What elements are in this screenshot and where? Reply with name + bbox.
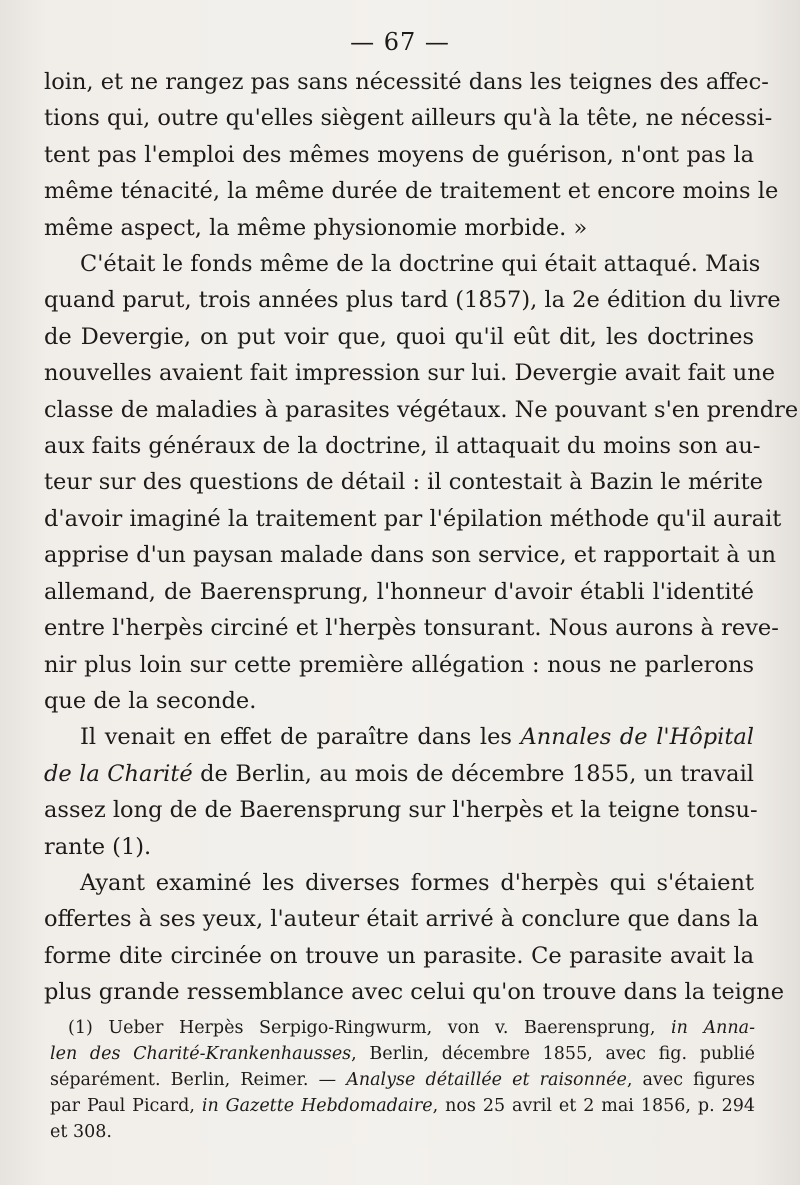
footnote <box>50 1015 755 1145</box>
text-line: C'était le fonds même de la doctrine qui était attaqué. Mais <box>80 251 761 278</box>
text-line <box>44 719 754 755</box>
text-line: entre l'herpès circiné et l'herpès tonsurant. Nous aurons à reve- <box>44 615 779 642</box>
text-line: Ayant examiné les diverses formes d'herpès qui s'étaient <box>80 869 754 896</box>
footnote-line <box>50 1093 755 1119</box>
text-line: que de la seconde. <box>44 687 257 714</box>
text-segment: , avec figures <box>626 1070 756 1090</box>
journal-title: Annales de l'Hôpital <box>520 724 754 751</box>
text-line: assez long de de Baerensprung sur l'herpès et la teigne tonsu- <box>44 797 758 824</box>
text-line: apprise d'un paysan malade dans son service, et rapportait à un <box>44 542 776 569</box>
footnote-line <box>50 1067 755 1093</box>
text-segment: (1) Ueber Herpès Serpigo-Ringwurm, von v. Baerensprung, <box>68 1018 672 1038</box>
text-segment: Analyse détaillée et raisonnée <box>346 1070 627 1090</box>
text-line: forme dite circinée on trouve un parasite. Ce parasite avait la <box>44 942 754 969</box>
text-line: quand parut, trois années plus tard (1857), la 2e édition du livre <box>44 287 781 314</box>
text-line: nir plus loin sur cette première allégation : nous ne parlerons <box>44 651 754 678</box>
text-segment: Il venait en effet de paraître dans les <box>80 724 521 751</box>
page-number: — 67 — <box>350 28 450 56</box>
text-line: même aspect, la même physionomie morbide. » <box>44 214 588 241</box>
text-line: d'avoir imaginé la traitement par l'épilation méthode qu'il aurait <box>44 505 782 532</box>
text-line: tions qui, outre qu'elles siègent ailleurs qu'à la tête, ne nécessi- <box>44 105 773 132</box>
text-segment: séparément. Berlin, Reimer. — <box>50 1070 347 1090</box>
text-segment: in Anna- <box>671 1018 755 1038</box>
text-line: loin, et ne rangez pas sans nécessité dans les teignes des affec- <box>44 69 769 95</box>
text-line: même ténacité, la même durée de traitement et encore moins le <box>44 178 779 205</box>
text-segment: par Paul Picard, <box>50 1096 202 1116</box>
text-line: teur sur des questions de détail : il contestait à Bazin le mérite <box>44 469 763 496</box>
footnote-line <box>50 1015 755 1041</box>
text-line: nouvelles avaient fait impression sur lui. Devergie avait fait une <box>44 360 776 387</box>
text-line: offertes à ses yeux, l'auteur était arrivé à conclure que dans la <box>44 906 759 933</box>
footnote-line: et 308. <box>50 1122 112 1142</box>
text-segment: de Berlin, au mois de décembre 1855, un travail <box>192 760 754 787</box>
text-line: rante (1). <box>44 833 152 860</box>
text-line: de Devergie, on put voir que, quoi qu'il eût dit, les doctrines <box>44 323 754 350</box>
journal-title: de la Charité <box>44 760 193 787</box>
text-segment: len des Charité-Krankenhausses <box>50 1044 352 1064</box>
text-segment: , nos 25 avril et 2 mai 1856, p. 294 <box>432 1096 756 1116</box>
main-text <box>44 64 799 1011</box>
text-line: aux faits généraux de la doctrine, il attaquait du moins son au- <box>44 433 761 460</box>
text-line: plus grande ressemblance avec celui qu'on trouve dans la teigne <box>44 979 785 1006</box>
text-segment: , Berlin, décembre 1855, avec fig. publié <box>351 1044 755 1064</box>
text-line: classe de maladies à parasites végétaux. Ne pouvant s'en prendre <box>44 396 799 423</box>
text-line <box>44 756 754 792</box>
text-line: allemand, de Baerensprung, l'honneur d'avoir établi l'identité <box>44 578 754 605</box>
footnote-line <box>50 1041 755 1067</box>
text-line: tent pas l'emploi des mêmes moyens de guérison, n'ont pas la <box>44 141 754 168</box>
text-segment: in Gazette Hebdomadaire <box>201 1096 433 1116</box>
